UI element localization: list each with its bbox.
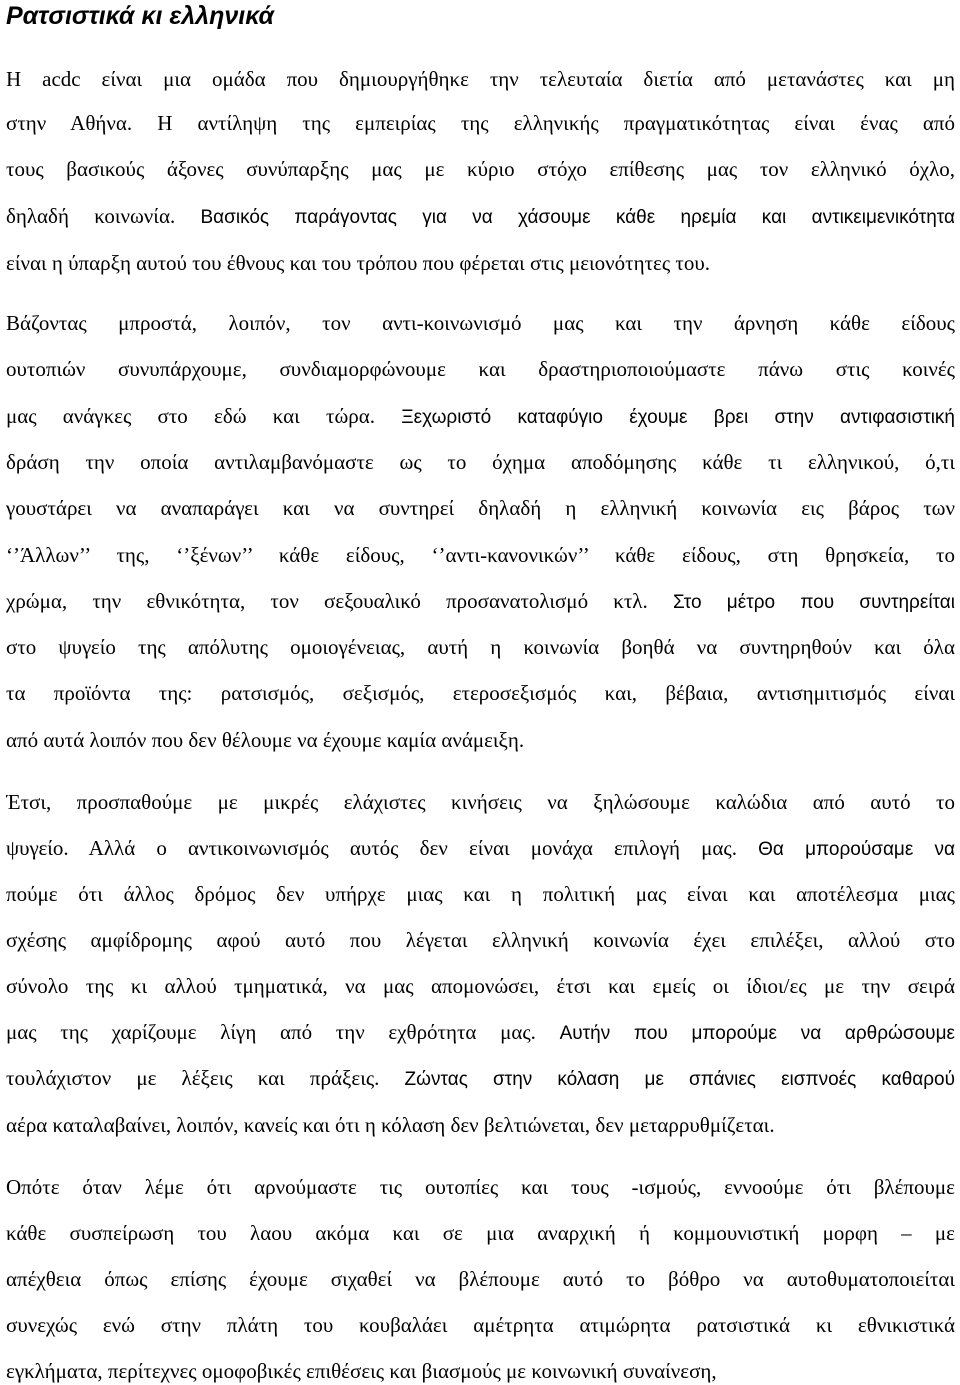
text-line [6,630,955,664]
text-segment: γουστάρει να αναπαράγει και να συντηρεί δηλαδή η ελληνική κοινωνία εις βάρος των [6,496,955,520]
text-line [6,923,955,957]
text-segment: Ξεχωριστό καταφύγιο έχουμε βρει στην αντιφασιστική [401,407,955,428]
text-line [6,538,955,572]
text-segment: Η acdc είναι μια ομάδα που δημιουργήθηκε την τελευταία διετία από μετανάστες και μη [6,67,955,91]
text-line [6,1262,955,1296]
text-segment: συνεχώς ενώ στην πλάτη του κουβαλάει αμέτρητα ατιμώρητα ρατσιστικά κι εθνικιστικά [6,1313,955,1337]
text-segment: σχέσης αμφίδρομης αφού αυτό που λέγεται ελληνική κοινωνία έχει επιλέξει, αλλού στο [6,928,955,952]
text-line [6,306,955,340]
text-segment: Οπότε όταν λέμε ότι αρνούμαστε τις ουτοπίες και τους -ισμούς, εννοούμε ότι βλέπουμε [6,1175,955,1199]
text-segment: Έτσι, προσπαθούμε με μικρές ελάχιστες κινήσεις να ξηλώσουμε καλώδια από αυτό το [6,790,955,814]
text-line [6,676,955,710]
text-segment: αέρα καταλαβαίνει, λοιπόν, κανείς και ότι η κόλαση δεν βελτιώνεται, δεν μεταρρυθμίζεται. [6,1113,775,1137]
text-line [6,199,955,233]
text-segment: σύνολο της κι αλλού τμηματικά, να μας απομονώσει, έτσι και εμείς οι ίδιοι/ες με την σειρά [6,974,955,998]
text-line [6,1216,955,1250]
text-segment: τουλάχιστον με λέξεις και πράξεις. [6,1066,405,1090]
text-line [6,1015,955,1049]
text-line [6,106,955,140]
text-segment: Βασικός παράγοντας για να χάσουμε κάθε ηρεμία και αντικειμενικότητα [200,207,955,228]
text-line [6,445,955,479]
text-segment: τους βασικούς άξονες συνύπαρξης μας με κύριο στόχο επίθεσης μας τον ελληνικό όχλο, [6,157,955,181]
text-segment: Στο μέτρο που συντηρείται [672,592,955,613]
text-segment: από αυτά λοιπόν που δεν θέλουμε να έχουμε καμία ανάμειξη. [6,728,525,752]
text-line [6,1354,955,1385]
text-segment: απέχθεια όπως επίσης έχουμε σιχαθεί να βλέπουμε αυτό το βόθρο να αυτοθυματοποιείται [6,1267,955,1291]
text-line [6,352,955,386]
text-segment: κάθε συσπείρωση του λαου ακόμα και σε μια αναρχική ή κομμουνιστική μορφη – με [6,1221,955,1245]
text-segment: χρώμα, την εθνικότητα, τον σεξουαλικό προσανατολισμό κτλ. [6,589,673,613]
text-line [6,1170,955,1204]
text-segment: στο ψυγείο της απόλυτης ομοιογένειας, αυτή η κοινωνία βοηθά να συντηρηθούν και όλα [6,635,955,659]
text-segment: Αυτήν που μπορούμε να αρθρώσουμε [559,1023,955,1044]
text-line [6,491,955,525]
text-segment: Θα μπορούσαμε να [758,839,955,860]
text-line [6,969,955,1003]
text-line [6,399,955,433]
text-segment: εγκλήματα, περίτεχνες ομοφοβικές επιθέσεις και βιασμούς με κοινωνική συναίνεση, [6,1359,717,1383]
text-line [6,246,955,280]
text-segment: είναι η ύπαρξη αυτού του έθνους και του τρόπου που φέρεται στις μειονότητες του. [6,251,710,275]
text-line [6,152,955,186]
text-line [6,1061,955,1095]
text-segment: Ζώντας στην κόλαση με σπάνιες εισπνοές καθαρού [404,1069,955,1090]
text-segment: ‘’Άλλων’’ της, ‘’ξένων’’ κάθε είδους, ‘’αντι-κανονικών’’ κάθε είδους, στη θρησκεία, το [6,543,955,567]
text-segment: δηλαδή κοινωνία. [6,204,201,228]
text-segment: ψυγείο. Αλλά ο αντικοινωνισμός αυτός δεν είναι μονάχα επιλογή μας. [6,836,759,860]
document-title: Ρατσιστικά κι ελληνικά [6,2,274,30]
text-segment: τα προϊόντα της: ρατσισμός, σεξισμός, ετεροσεξισμός και, βέβαια, αντισημιτισμός είναι [6,681,955,705]
text-segment: πούμε ότι άλλος δρόμος δεν υπήρχε μιας και η πολιτική μας είναι και αποτέλεσμα μιας [6,882,955,906]
text-line [6,831,955,865]
text-line [6,584,955,618]
text-line [6,877,955,911]
text-line [6,785,955,819]
text-segment: στην Αθήνα. Η αντίληψη της εμπειρίας της ελληνικής πραγματικότητας είναι ένας από [6,111,955,135]
text-line [6,1108,955,1142]
text-segment: μας της χαρίζουμε λίγη από την εχθρότητα μας. [6,1020,560,1044]
text-segment: ουτοπιών συνυπάρχουμε, συνδιαμορφώνουμε και δραστηριοποιούμαστε πάνω στις κοινές [6,357,955,381]
text-segment: δράση την οποία αντιλαμβανόμαστε ως το όχημα αποδόμησης κάθε τι ελληνικού, ό,τι [6,450,955,474]
text-line [6,1308,955,1342]
text-line [6,62,955,96]
text-segment: μας ανάγκες στο εδώ και τώρα. [6,404,402,428]
text-segment: Βάζοντας μπροστά, λοιπόν, τον αντι-κοινωνισμό μας και την άρνηση κάθε είδους [6,311,955,335]
text-line [6,723,955,757]
